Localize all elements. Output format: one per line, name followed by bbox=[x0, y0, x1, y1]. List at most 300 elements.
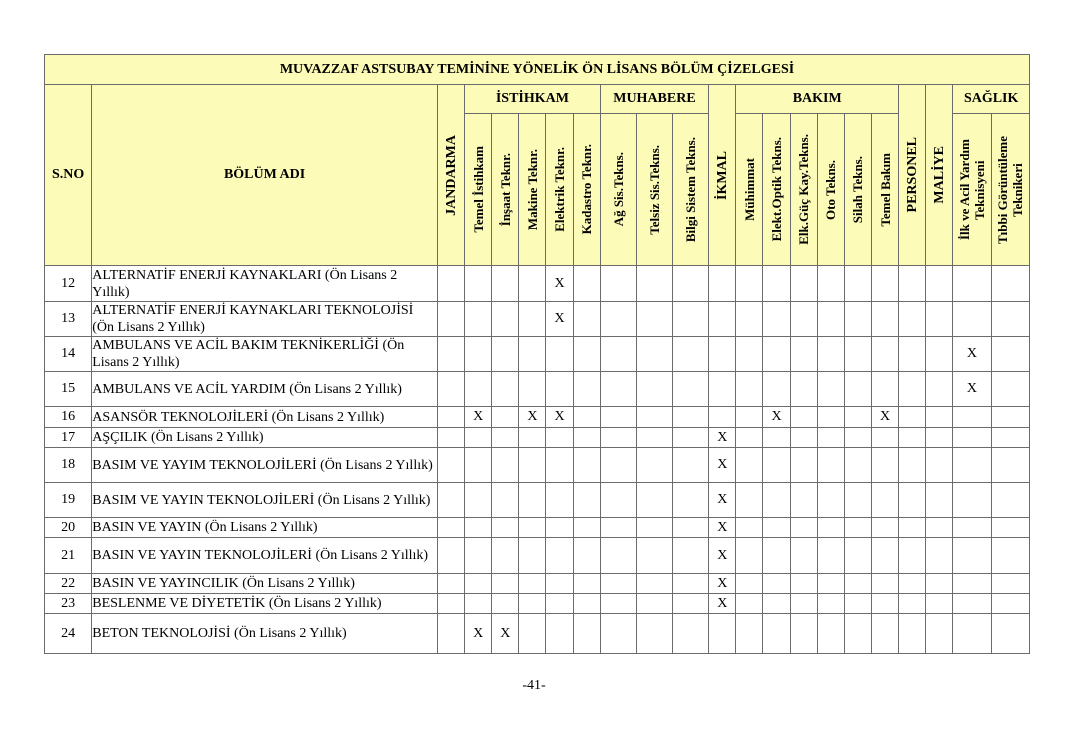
mark-cell bbox=[871, 574, 898, 594]
mark-cell bbox=[871, 448, 898, 483]
mark-cell bbox=[991, 594, 1029, 614]
mark-cell: X bbox=[465, 614, 492, 654]
row-number: 20 bbox=[45, 518, 92, 538]
mark-cell bbox=[673, 483, 709, 518]
mark-cell bbox=[546, 448, 573, 483]
mark-cell bbox=[899, 337, 926, 372]
mark-cell bbox=[736, 302, 763, 337]
col-header-ilk-ve-acil-yardim: İlk ve Acil Yardım Teknisyeni bbox=[953, 114, 991, 266]
mark-cell bbox=[437, 302, 464, 337]
mark-cell bbox=[492, 407, 519, 428]
row-number: 24 bbox=[45, 614, 92, 654]
mark-cell bbox=[953, 302, 991, 337]
mark-cell bbox=[673, 372, 709, 407]
department-name: ALTERNATİF ENERJİ KAYNAKLARI TEKNOLOJİSİ (Ön Lisans 2 Yıllık) bbox=[92, 302, 438, 337]
mark-cell bbox=[763, 518, 790, 538]
mark-cell bbox=[673, 614, 709, 654]
table-row bbox=[45, 266, 1030, 302]
mark-cell bbox=[673, 428, 709, 448]
mark-cell bbox=[600, 372, 636, 407]
mark-cell bbox=[546, 518, 573, 538]
department-name: AMBULANS VE ACİL BAKIM TEKNİKERLİĞİ (Ön Lisans 2 Yıllık) bbox=[92, 337, 438, 372]
mark-cell bbox=[736, 518, 763, 538]
mark-cell bbox=[465, 538, 492, 574]
group-header-istihkam: İSTİHKAM bbox=[465, 85, 601, 114]
mark-cell bbox=[953, 407, 991, 428]
mark-cell bbox=[519, 448, 546, 483]
mark-cell bbox=[736, 594, 763, 614]
col-header-telsiz-sis-tekns: Telsiz Sis.Tekns. bbox=[636, 114, 672, 266]
mark-cell bbox=[790, 574, 817, 594]
table-row bbox=[45, 372, 1030, 407]
mark-cell bbox=[465, 428, 492, 448]
mark-cell bbox=[673, 266, 709, 302]
mark-cell bbox=[899, 407, 926, 428]
mark-cell: X bbox=[709, 518, 736, 538]
mark-cell bbox=[817, 538, 844, 574]
mark-cell bbox=[817, 372, 844, 407]
mark-cell bbox=[899, 372, 926, 407]
mark-cell bbox=[763, 614, 790, 654]
mark-cell bbox=[600, 614, 636, 654]
department-name: BASIM VE YAYIN TEKNOLOJİLERİ (Ön Lisans 2 Yıllık) bbox=[92, 483, 438, 518]
mark-cell bbox=[465, 483, 492, 518]
mark-cell bbox=[600, 483, 636, 518]
mark-cell: X bbox=[709, 448, 736, 483]
mark-cell bbox=[817, 518, 844, 538]
mark-cell bbox=[673, 574, 709, 594]
group-header-saglik: SAĞLIK bbox=[953, 85, 1030, 114]
mark-cell bbox=[465, 266, 492, 302]
mark-cell bbox=[636, 428, 672, 448]
mark-cell bbox=[600, 518, 636, 538]
mark-cell bbox=[926, 372, 953, 407]
row-number: 18 bbox=[45, 448, 92, 483]
mark-cell: X bbox=[709, 574, 736, 594]
department-name: ASANSÖR TEKNOLOJİLERİ (Ön Lisans 2 Yıllık) bbox=[92, 407, 438, 428]
mark-cell bbox=[465, 302, 492, 337]
mark-cell bbox=[600, 428, 636, 448]
table-row bbox=[45, 428, 1030, 448]
mark-cell bbox=[492, 574, 519, 594]
table-row bbox=[45, 448, 1030, 483]
mark-cell: X bbox=[546, 266, 573, 302]
department-name: BESLENME VE DİYETETİK (Ön Lisans 2 Yıllık) bbox=[92, 594, 438, 614]
mark-cell bbox=[790, 538, 817, 574]
mark-cell bbox=[953, 518, 991, 538]
mark-cell bbox=[736, 448, 763, 483]
mark-cell bbox=[636, 538, 672, 574]
mark-cell bbox=[763, 337, 790, 372]
mark-cell bbox=[546, 574, 573, 594]
mark-cell: X bbox=[492, 614, 519, 654]
mark-cell bbox=[546, 337, 573, 372]
mark-cell bbox=[953, 614, 991, 654]
mark-cell bbox=[600, 407, 636, 428]
mark-cell bbox=[871, 594, 898, 614]
mark-cell bbox=[673, 448, 709, 483]
col-header-ikmal: İKMAL bbox=[709, 85, 736, 266]
table-row bbox=[45, 594, 1030, 614]
table-row bbox=[45, 614, 1030, 654]
mark-cell bbox=[492, 302, 519, 337]
mark-cell bbox=[519, 518, 546, 538]
mark-cell bbox=[871, 538, 898, 574]
mark-cell: X bbox=[763, 407, 790, 428]
mark-cell bbox=[636, 337, 672, 372]
mark-cell bbox=[492, 337, 519, 372]
mark-cell bbox=[790, 302, 817, 337]
mark-cell bbox=[817, 428, 844, 448]
col-header-maliye: MALİYE bbox=[926, 85, 953, 266]
mark-cell bbox=[953, 538, 991, 574]
table-title: MUVAZZAF ASTSUBAY TEMİNİNE YÖNELİK ÖN LİSANS BÖLÜM ÇİZELGESİ bbox=[45, 55, 1030, 85]
mark-cell bbox=[899, 518, 926, 538]
department-table bbox=[44, 54, 1030, 654]
col-header-elk-guc-kay-tekns: Elk.Güç Kay.Tekns. bbox=[790, 114, 817, 266]
col-header-kadastro-teknr: Kadastro Teknr. bbox=[573, 114, 600, 266]
mark-cell bbox=[763, 428, 790, 448]
mark-cell bbox=[437, 337, 464, 372]
mark-cell bbox=[636, 372, 672, 407]
mark-cell bbox=[763, 302, 790, 337]
mark-cell bbox=[492, 266, 519, 302]
mark-cell bbox=[817, 337, 844, 372]
mark-cell bbox=[546, 594, 573, 614]
department-name: BASIM VE YAYIM TEKNOLOJİLERİ (Ön Lisans 2 Yıllık) bbox=[92, 448, 438, 483]
mark-cell bbox=[790, 428, 817, 448]
mark-cell bbox=[899, 538, 926, 574]
mark-cell bbox=[991, 538, 1029, 574]
sno-header: S.NO bbox=[45, 85, 92, 266]
mark-cell bbox=[573, 266, 600, 302]
department-name: BASIN VE YAYIN (Ön Lisans 2 Yıllık) bbox=[92, 518, 438, 538]
mark-cell bbox=[991, 614, 1029, 654]
mark-cell bbox=[790, 614, 817, 654]
row-number: 19 bbox=[45, 483, 92, 518]
col-header-elektrik-teknr: Elektrik Teknr. bbox=[546, 114, 573, 266]
mark-cell bbox=[600, 594, 636, 614]
mark-cell bbox=[709, 337, 736, 372]
mark-cell bbox=[492, 428, 519, 448]
mark-cell bbox=[817, 614, 844, 654]
mark-cell bbox=[437, 574, 464, 594]
row-number: 21 bbox=[45, 538, 92, 574]
mark-cell bbox=[899, 266, 926, 302]
group-header-muhabere: MUHABERE bbox=[600, 85, 709, 114]
mark-cell bbox=[465, 372, 492, 407]
mark-cell bbox=[790, 594, 817, 614]
row-number: 14 bbox=[45, 337, 92, 372]
mark-cell bbox=[673, 594, 709, 614]
mark-cell bbox=[844, 574, 871, 594]
mark-cell bbox=[519, 594, 546, 614]
col-header-temel-istihkam: Temel İstihkam bbox=[465, 114, 492, 266]
mark-cell bbox=[736, 483, 763, 518]
mark-cell bbox=[817, 574, 844, 594]
mark-cell bbox=[926, 448, 953, 483]
mark-cell bbox=[736, 428, 763, 448]
mark-cell bbox=[871, 372, 898, 407]
mark-cell bbox=[736, 337, 763, 372]
mark-cell bbox=[763, 448, 790, 483]
mark-cell bbox=[817, 266, 844, 302]
mark-cell bbox=[437, 594, 464, 614]
table-row bbox=[45, 407, 1030, 428]
mark-cell: X bbox=[465, 407, 492, 428]
mark-cell bbox=[817, 594, 844, 614]
mark-cell bbox=[790, 483, 817, 518]
mark-cell bbox=[991, 483, 1029, 518]
mark-cell bbox=[437, 428, 464, 448]
mark-cell bbox=[844, 448, 871, 483]
mark-cell bbox=[519, 337, 546, 372]
mark-cell bbox=[519, 538, 546, 574]
mark-cell bbox=[790, 448, 817, 483]
row-number: 17 bbox=[45, 428, 92, 448]
mark-cell bbox=[573, 337, 600, 372]
mark-cell bbox=[492, 483, 519, 518]
mark-cell bbox=[991, 574, 1029, 594]
mark-cell bbox=[926, 574, 953, 594]
mark-cell bbox=[871, 266, 898, 302]
mark-cell bbox=[926, 483, 953, 518]
table-row bbox=[45, 538, 1030, 574]
mark-cell bbox=[519, 266, 546, 302]
department-name: BASIN VE YAYINCILIK (Ön Lisans 2 Yıllık) bbox=[92, 574, 438, 594]
mark-cell bbox=[844, 614, 871, 654]
mark-cell bbox=[844, 372, 871, 407]
mark-cell bbox=[519, 574, 546, 594]
mark-cell bbox=[492, 372, 519, 407]
mark-cell bbox=[899, 302, 926, 337]
col-header-jandarma: JANDARMA bbox=[437, 85, 464, 266]
mark-cell bbox=[437, 372, 464, 407]
mark-cell bbox=[636, 614, 672, 654]
mark-cell bbox=[636, 407, 672, 428]
mark-cell bbox=[790, 407, 817, 428]
mark-cell bbox=[899, 614, 926, 654]
mark-cell bbox=[465, 574, 492, 594]
mark-cell bbox=[709, 302, 736, 337]
mark-cell bbox=[600, 448, 636, 483]
mark-cell bbox=[709, 407, 736, 428]
mark-cell bbox=[790, 266, 817, 302]
mark-cell bbox=[673, 518, 709, 538]
mark-cell bbox=[953, 483, 991, 518]
mark-cell bbox=[600, 337, 636, 372]
mark-cell: X bbox=[709, 538, 736, 574]
mark-cell bbox=[871, 483, 898, 518]
mark-cell bbox=[709, 372, 736, 407]
mark-cell: X bbox=[871, 407, 898, 428]
mark-cell bbox=[871, 337, 898, 372]
col-header-makine-teknr: Makine Teknr. bbox=[519, 114, 546, 266]
mark-cell bbox=[573, 518, 600, 538]
mark-cell bbox=[736, 574, 763, 594]
department-name-header: BÖLÜM ADI bbox=[92, 85, 438, 266]
mark-cell bbox=[899, 594, 926, 614]
mark-cell bbox=[709, 266, 736, 302]
mark-cell bbox=[991, 372, 1029, 407]
department-name: ALTERNATİF ENERJİ KAYNAKLARI (Ön Lisans 2 Yıllık) bbox=[92, 266, 438, 302]
mark-cell bbox=[991, 337, 1029, 372]
table-row bbox=[45, 483, 1030, 518]
mark-cell bbox=[437, 407, 464, 428]
mark-cell bbox=[763, 538, 790, 574]
mark-cell bbox=[573, 614, 600, 654]
mark-cell bbox=[871, 428, 898, 448]
mark-cell bbox=[437, 483, 464, 518]
mark-cell bbox=[817, 448, 844, 483]
table-body bbox=[45, 266, 1030, 654]
mark-cell bbox=[844, 266, 871, 302]
mark-cell bbox=[763, 372, 790, 407]
department-name: AMBULANS VE ACİL YARDIM (Ön Lisans 2 Yıllık) bbox=[92, 372, 438, 407]
mark-cell bbox=[573, 372, 600, 407]
mark-cell bbox=[991, 448, 1029, 483]
mark-cell bbox=[763, 266, 790, 302]
mark-cell bbox=[465, 594, 492, 614]
mark-cell bbox=[673, 407, 709, 428]
mark-cell: X bbox=[709, 594, 736, 614]
mark-cell bbox=[991, 518, 1029, 538]
col-header-temel-bakim: Temel Bakım bbox=[871, 114, 898, 266]
col-header-oto-tekns: Oto Tekns. bbox=[817, 114, 844, 266]
mark-cell bbox=[519, 302, 546, 337]
page-number: -41- bbox=[522, 678, 546, 693]
mark-cell bbox=[519, 372, 546, 407]
department-name: BASIN VE YAYIN TEKNOLOJİLERİ (Ön Lisans 2 Yıllık) bbox=[92, 538, 438, 574]
mark-cell bbox=[844, 518, 871, 538]
col-header-tibbi-goruntuleme: Tıbbi Görüntüleme Teknikeri bbox=[991, 114, 1029, 266]
mark-cell bbox=[573, 574, 600, 594]
mark-cell bbox=[519, 428, 546, 448]
mark-cell bbox=[926, 614, 953, 654]
table-row bbox=[45, 518, 1030, 538]
mark-cell bbox=[492, 538, 519, 574]
mark-cell bbox=[465, 518, 492, 538]
mark-cell bbox=[844, 337, 871, 372]
mark-cell bbox=[763, 483, 790, 518]
mark-cell bbox=[953, 428, 991, 448]
mark-cell bbox=[926, 538, 953, 574]
mark-cell bbox=[844, 302, 871, 337]
mark-cell bbox=[573, 428, 600, 448]
mark-cell bbox=[736, 538, 763, 574]
mark-cell bbox=[465, 448, 492, 483]
mark-cell bbox=[736, 614, 763, 654]
mark-cell bbox=[600, 538, 636, 574]
mark-cell bbox=[492, 518, 519, 538]
mark-cell bbox=[926, 428, 953, 448]
mark-cell bbox=[844, 538, 871, 574]
department-name: AŞÇILIK (Ön Lisans 2 Yıllık) bbox=[92, 428, 438, 448]
group-header-bakim: BAKIM bbox=[736, 85, 899, 114]
mark-cell bbox=[437, 448, 464, 483]
mark-cell bbox=[709, 614, 736, 654]
row-number: 12 bbox=[45, 266, 92, 302]
mark-cell bbox=[673, 538, 709, 574]
mark-cell bbox=[926, 337, 953, 372]
row-number: 13 bbox=[45, 302, 92, 337]
mark-cell bbox=[636, 483, 672, 518]
mark-cell bbox=[926, 407, 953, 428]
mark-cell bbox=[600, 302, 636, 337]
mark-cell bbox=[636, 518, 672, 538]
col-header-ag-sis-tekns: Ağ Sis.Tekns. bbox=[600, 114, 636, 266]
mark-cell bbox=[899, 448, 926, 483]
table-row bbox=[45, 337, 1030, 372]
table-row bbox=[45, 574, 1030, 594]
col-header-muhimmat: Mühimmat bbox=[736, 114, 763, 266]
mark-cell bbox=[573, 483, 600, 518]
mark-cell bbox=[817, 407, 844, 428]
table-row bbox=[45, 302, 1030, 337]
mark-cell bbox=[636, 574, 672, 594]
mark-cell bbox=[844, 594, 871, 614]
mark-cell bbox=[492, 594, 519, 614]
mark-cell bbox=[673, 302, 709, 337]
mark-cell bbox=[546, 428, 573, 448]
mark-cell bbox=[636, 266, 672, 302]
row-number: 22 bbox=[45, 574, 92, 594]
mark-cell bbox=[636, 448, 672, 483]
mark-cell bbox=[790, 337, 817, 372]
mark-cell bbox=[600, 266, 636, 302]
mark-cell bbox=[465, 337, 492, 372]
col-header-personel: PERSONEL bbox=[899, 85, 926, 266]
mark-cell bbox=[871, 518, 898, 538]
mark-cell bbox=[926, 594, 953, 614]
col-header-silah-tekns: Silah Tekns. bbox=[844, 114, 871, 266]
mark-cell bbox=[899, 574, 926, 594]
mark-cell bbox=[736, 266, 763, 302]
mark-cell bbox=[519, 614, 546, 654]
col-header-elekt-optik-tekns: Elekt.Optik Tekns. bbox=[763, 114, 790, 266]
mark-cell bbox=[573, 448, 600, 483]
mark-cell bbox=[437, 518, 464, 538]
mark-cell bbox=[817, 302, 844, 337]
mark-cell bbox=[492, 448, 519, 483]
mark-cell bbox=[600, 574, 636, 594]
mark-cell bbox=[519, 483, 546, 518]
mark-cell bbox=[953, 448, 991, 483]
mark-cell bbox=[546, 614, 573, 654]
mark-cell bbox=[844, 483, 871, 518]
mark-cell: X bbox=[953, 337, 991, 372]
mark-cell bbox=[573, 302, 600, 337]
mark-cell bbox=[991, 428, 1029, 448]
mark-cell bbox=[437, 614, 464, 654]
mark-cell bbox=[437, 266, 464, 302]
mark-cell bbox=[991, 407, 1029, 428]
department-name: BETON TEKNOLOJİSİ (Ön Lisans 2 Yıllık) bbox=[92, 614, 438, 654]
col-header-bilgi-sistem-tekns: Bilgi Sistem Tekns. bbox=[673, 114, 709, 266]
mark-cell bbox=[573, 538, 600, 574]
mark-cell bbox=[736, 372, 763, 407]
mark-cell: X bbox=[546, 302, 573, 337]
mark-cell bbox=[673, 337, 709, 372]
mark-cell bbox=[790, 372, 817, 407]
mark-cell bbox=[573, 594, 600, 614]
mark-cell bbox=[844, 428, 871, 448]
mark-cell bbox=[437, 538, 464, 574]
mark-cell bbox=[926, 302, 953, 337]
mark-cell bbox=[991, 302, 1029, 337]
mark-cell bbox=[546, 538, 573, 574]
row-number: 16 bbox=[45, 407, 92, 428]
